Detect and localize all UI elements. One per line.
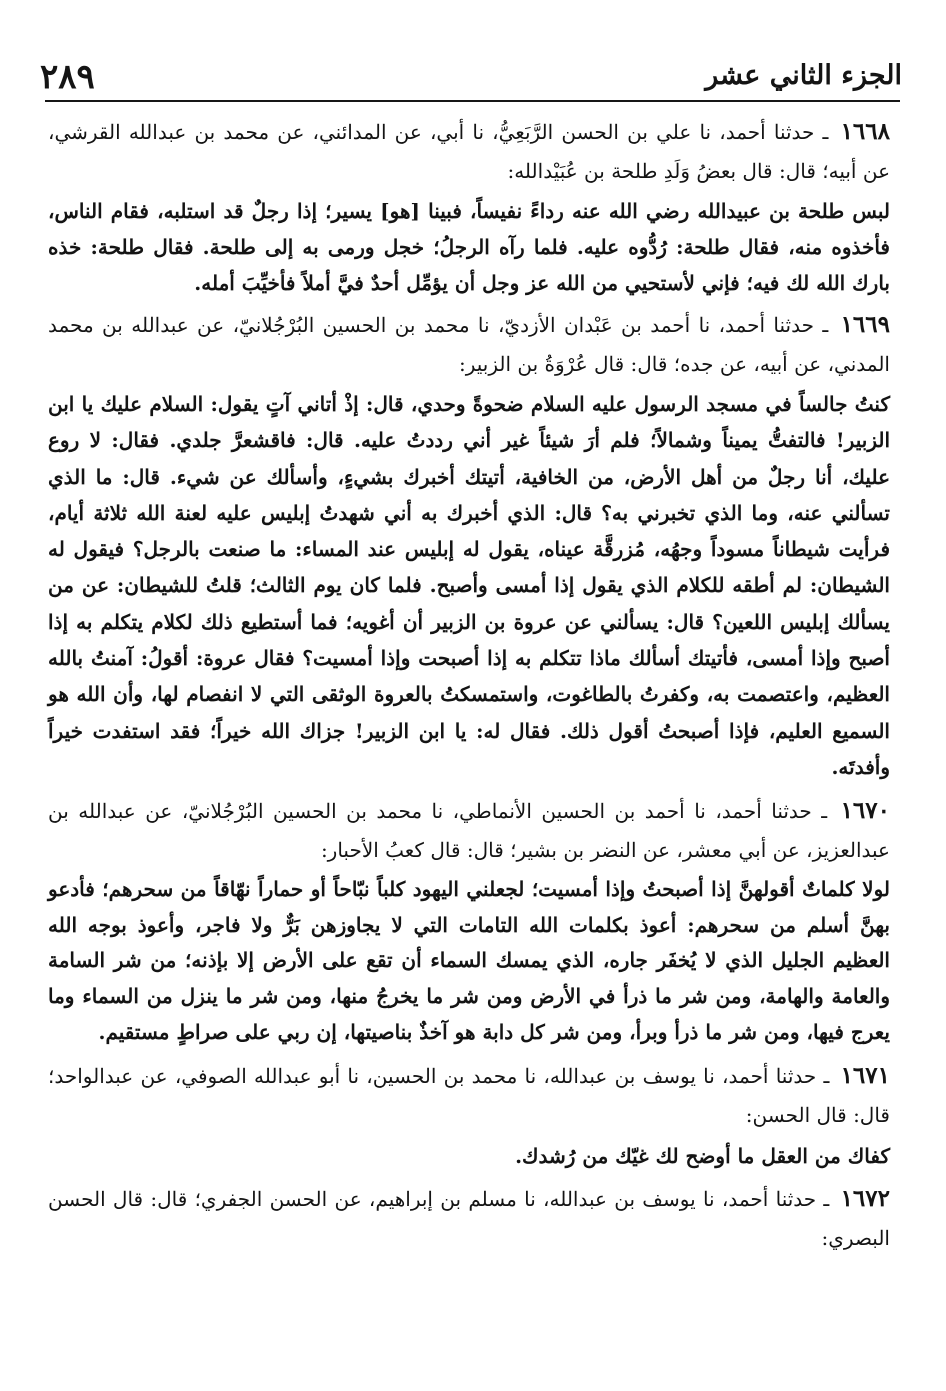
isnad-text: ـ حدثنا أحمد، نا يوسف بن عبدالله، نا محمد بن الحسين، نا أبو عبدالله الصوفي، عن عبدالواحد؛ قال: قال الحسن: xyxy=(48,1064,890,1128)
hadith-number: ١٦٧٠ xyxy=(840,797,890,825)
hadith-number: ١٦٦٨ xyxy=(840,118,890,145)
hadith-number: ١٦٧٢ xyxy=(840,1185,890,1213)
hadith-number: ١٦٦٩ xyxy=(840,311,890,338)
matn-1671: كفاك من العقل ما أوضح لك غيّك من رُشدك. xyxy=(515,1144,890,1169)
isnad-text: ـ حدثنا أحمد، نا أحمد بن الحسين الأنماطي، نا محمد بن الحسين البُرْجُلانيّ، عن عبدالله بن عبدالعزيز، عن أبي معشر، عن النضر بن بشير؛ قال: قال كعبُ الأحبار: xyxy=(48,799,890,863)
matn-1668: لبس طلحة بن عبيدالله رضي الله عنه رداءً نفيساً، فبينا [هو] يسير؛ إذا رجلٌ قد استلبه، فقام الناس، فأخذوه منه، فقال طلحة: رُدُّوه عليه. فلما رآه الرجلُ؛ خجل ورمى به إلى طلحة. فقال طلحة: خذه بارك الله لك فيه؛ فإني لأستحيي من الله عز وجل أن يؤمِّل أحدٌ فيَّ أملاً فأخيِّبَ أمله. xyxy=(48,199,890,295)
isnad-1672 xyxy=(48,1179,890,1258)
running-head: الجزء الثاني عشر xyxy=(705,60,902,91)
page-body xyxy=(48,112,890,1260)
page-header xyxy=(40,42,902,97)
isnad-text: ـ حدثنا أحمد، نا يوسف بن عبدالله، نا مسلم بن إبراهيم، عن الحسن الجفري؛ قال: قال الحسن البصري: xyxy=(48,1187,890,1251)
page-number: ٢٨٩ xyxy=(40,57,95,97)
isnad-1668 xyxy=(48,112,890,191)
isnad-1670 xyxy=(48,791,890,870)
header-rule xyxy=(45,100,900,102)
isnad-1669 xyxy=(48,305,890,384)
isnad-text: ـ حدثنا أحمد، نا أحمد بن عَبْدان الأزديّ، نا محمد بن الحسين البُرْجُلانيّ، عن عبدالله بن محمد المدني، عن أبيه، عن جده؛ قال: قال عُرْوَةُ بن الزبير: xyxy=(48,313,890,376)
hadith-number: ١٦٧١ xyxy=(840,1062,890,1090)
isnad-text: ـ حدثنا أحمد، نا علي بن الحسن الرَّبَعِيُّ، نا أبي، عن المدائني، عن محمد بن عبدالله القرشي، عن أبيه؛ قال: قال بعضُ وَلَدِ طلحة بن عُبَيْدالله: xyxy=(48,120,890,183)
matn-1670: لولا كلماتٌ أقولهنَّ إذا أصبحتُ وإذا أمسيت؛ لجعلني اليهود كلباً نبّاحاً أو حماراً نهّاقاً من سحرهم؛ فأدعو بهنَّ أسلم من سحرهم: أعوذ بكلمات الله التامات التي لا يجاوزهن بَرٌّ ولا فاجر، وأعوذ بوجه الله العظيم الجليل الذي لا يُخفَر جاره، الذي يمسك السماء أن تقع على الأرض إلا بإذنه؛ من شر السامة والعامة والهامة، ومن شر ما ذرأ في الأرض ومن شر ما يخرجُ منها، ومن شر ما ينزل من السماء وما يعرج فيها، ومن شر ما ذرأ وبرأ، ومن شر كل دابة هو آخذٌ بناصيتها، إن ربي على صراطٍ مستقيم. xyxy=(48,877,890,1044)
isnad-1671 xyxy=(48,1056,890,1135)
matn-1669: كنتُ جالساً في مسجد الرسول عليه السلام ضحوةً وحدي، قال: إذْ أتاني آتٍ يقول: السلام عليك يا ابن الزبير! فالتفتُّ يميناً وشمالاً؛ فلم أرَ شيئاً غير أني رددتُ عليه. قال: فاقشعرَّ جلدي. فقال: لا روع عليك، أنا رجلٌ من أهل الأرض، من الخافية، أتيتك أخبرك بشيءٍ، وأسألك عن شيء. قال: ما الذي تسألني عنه، وما الذي تخبرني به؟ قال: الذي أخبرك به أني شهدتُ إبليس عليه لعنة الله ثلاثة أيام، فرأيت شيطاناً مسوداً وجهُه، مُزرقَّة عيناه، يقول له إبليس عند المساء: ما صنعت بالرجل؟ فيقول له الشيطان: لم أطقه للكلام الذي يقول إذا أمسى وأصبح. فلما كان يوم الثالث؛ قلتُ للشيطان: عن من يسألك إبليس اللعين؟ قال: يسألني عن عروة بن الزبير أن أغويه؛ فما أستطيع ذلك لكلام يتكلم به إذا أصبح وإذا أمسى، فأتيتك أسألك ماذا تتكلم به إذا أصبحت وإذا أمسيت؟ فقال عروة: أقولُ: آمنتُ بالله العظيم، واعتصمت به، وكفرتُ بالطاغوت، واستمسكتُ بالعروة الوثقى التي لا انفصام لها، وأن الله هو السميع العليم، فإذا أصبحتُ أقول ذلك. فقال له: يا ابن الزبير! جزاك الله خيراً؛ فقد استفدت خيراً وأفدتَه. xyxy=(48,392,890,779)
